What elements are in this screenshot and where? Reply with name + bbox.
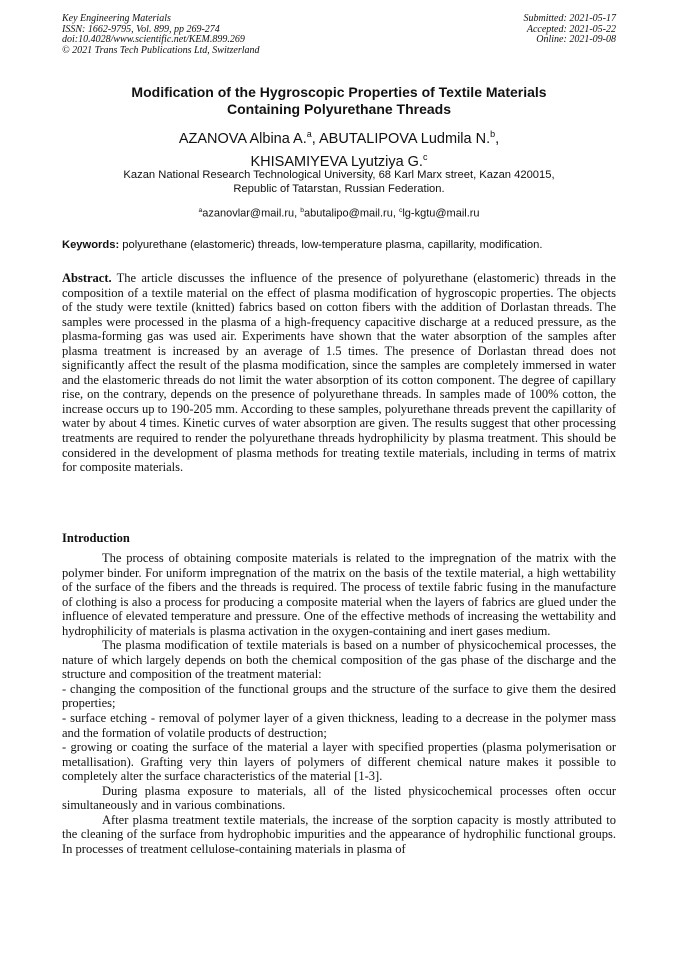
author-separator: , bbox=[495, 130, 500, 147]
online-date: Online: 2021-09-08 bbox=[536, 34, 616, 46]
author-emails bbox=[62, 204, 616, 221]
submission-dates bbox=[524, 14, 617, 46]
author-3: KHISAMIYEVA Lyutziya G. bbox=[250, 154, 423, 171]
email-3: lg-kgtu@mail.ru bbox=[402, 207, 480, 220]
keywords-text: polyurethane (elastomeric) threads, low-temperature plasma, capillarity, modification. bbox=[119, 239, 543, 251]
email-1: azanovlar@mail.ru, bbox=[202, 207, 301, 220]
journal-copyright: © 2021 Trans Tech Publications Ltd, Switzerland bbox=[62, 44, 260, 56]
abstract bbox=[62, 271, 616, 475]
paragraph: During plasma exposure to materials, all of the listed physicochemical processes often occur simultaneously and in various combinations. bbox=[62, 783, 616, 813]
email-2-sup: b bbox=[300, 207, 305, 214]
affiliation bbox=[62, 168, 616, 196]
list-item: - changing the composition of the functional groups and the structure of the surface to give them the desired properties; bbox=[62, 681, 616, 711]
accepted-date: Accepted: 2021-05-22 bbox=[526, 23, 616, 35]
keywords-label: Keywords: bbox=[62, 239, 120, 251]
paragraph: After plasma treatment textile materials, the increase of the sorption capacity is mostly attributed to the cleaning of the surface from hydrophobic impurities and the appearance of hydrophilic functional groups. In processes of treatment cellulose-containing materials in plasma of bbox=[62, 812, 616, 856]
paragraph: The process of obtaining composite materials is related to the impregnation of the matrix with the polymer binder. For uniform impregnation of the matrix on the basis of the textile material, a high wettability of the surface of the fibers and the threads is required. The process of textile fabric fusing in the manufacture of clothing is also a process for producing a composite material when the layers of fabrics are glued under the influence of elevated temperature and pressure. One of the effective methods of increasing the wettability and hydrophilicity of materials is plasma activation in the oxygen-containing and inert gases medium. bbox=[62, 551, 616, 638]
keywords bbox=[62, 238, 618, 252]
author-1-sup: a bbox=[306, 129, 312, 139]
email-2: abutalipo@mail.ru, bbox=[304, 207, 399, 220]
introduction-body bbox=[62, 551, 616, 856]
journal-info bbox=[62, 14, 260, 56]
section-heading-introduction: Introduction bbox=[62, 531, 130, 545]
affiliation-line-2: Republic of Tatarstan, Russian Federation. bbox=[233, 183, 445, 195]
abstract-text: The article discusses the influence of the presence of polyurethane (elastomeric) threads in the composition of a textile material on the effect of plasma modification of hygroscopic properties. The objects of the study were textile (knitted) fabrics based on cotton fibers with the addition of Dorlastan threads. The samples were processed in the plasma of a high-frequency capacitive discharge at a reduced pressure, as the plasma-forming gas was used air. Experiments have shown that the water absorption of the samples after plasma treatment is increased by an average of 1.5 times. The presence of Dorlastan thread does not significantly affect the result of the plasma modification, since the samples are completely immersed in water and the elastomeric threads do not limit the water absorption of its cotton component. The degree of capillary rise, on the contrary, depends on the presence of polyurethane threads. In samples made of 100% cotton, the increase occurs up to 190-205 mm. According to these samples, polyurethane threads prevent the capillarity of water by about 4 times. Kinetic curves of water absorption are given. The results suggest that other processing treatments are required to render the polyurethane threads hydrophilicity by plasma treatment. This should be considered in the development of plasma methods for treating textile materials, including in terms of matrix for composite materials. bbox=[62, 271, 616, 475]
author-2: ABUTALIPOVA Ludmila N. bbox=[319, 130, 491, 147]
title-line-2: Containing Polyurethane Threads bbox=[226, 101, 452, 117]
journal-issn: ISSN: 1662-9795, Vol. 899, pp 269-274 bbox=[62, 23, 220, 35]
authors-line-1 bbox=[62, 125, 616, 148]
journal-doi: doi:10.4028/www.scientific.net/KEM.899.269 bbox=[62, 34, 245, 46]
abstract-label: Abstract. bbox=[62, 271, 112, 285]
paragraph: The plasma modification of textile materials is based on a number of physicochemical processes, the nature of which largely depends on both the chemical composition of the gas phase of the discharge and the structure and composition of the treatment material: bbox=[62, 638, 616, 682]
author-list bbox=[62, 125, 616, 172]
list-item: - growing or coating the surface of the material a layer with specified properties (plasma polymerisation or metallisation). Grafting very thin layers of polymers of different chemical nature makes it possible to completely alter the surface characteristics of the material [1-3]. bbox=[62, 740, 616, 784]
author-3-sup: c bbox=[422, 152, 428, 163]
list-item: - surface etching - removal of polymer layer of a given thickness, leading to a decrease in the polymer mass and the formation of volatile products of destruction; bbox=[62, 711, 616, 740]
email-1-sup: a bbox=[198, 207, 203, 214]
author-2-sup: b bbox=[490, 129, 496, 139]
email-3-sup: c bbox=[398, 207, 403, 214]
submitted-date: Submitted: 2021-05-17 bbox=[523, 13, 616, 24]
title-line-1: Modification of the Hygroscopic Properties of Textile Materials bbox=[131, 84, 547, 100]
journal-name: Key Engineering Materials bbox=[62, 13, 171, 24]
affiliation-line-1: Kazan National Research Technological University, 68 Karl Marx street, Kazan 420015, bbox=[123, 169, 555, 181]
paper-title bbox=[62, 84, 616, 118]
author-separator: , bbox=[311, 130, 319, 147]
author-1: AZANOVA Albina A. bbox=[178, 130, 307, 147]
